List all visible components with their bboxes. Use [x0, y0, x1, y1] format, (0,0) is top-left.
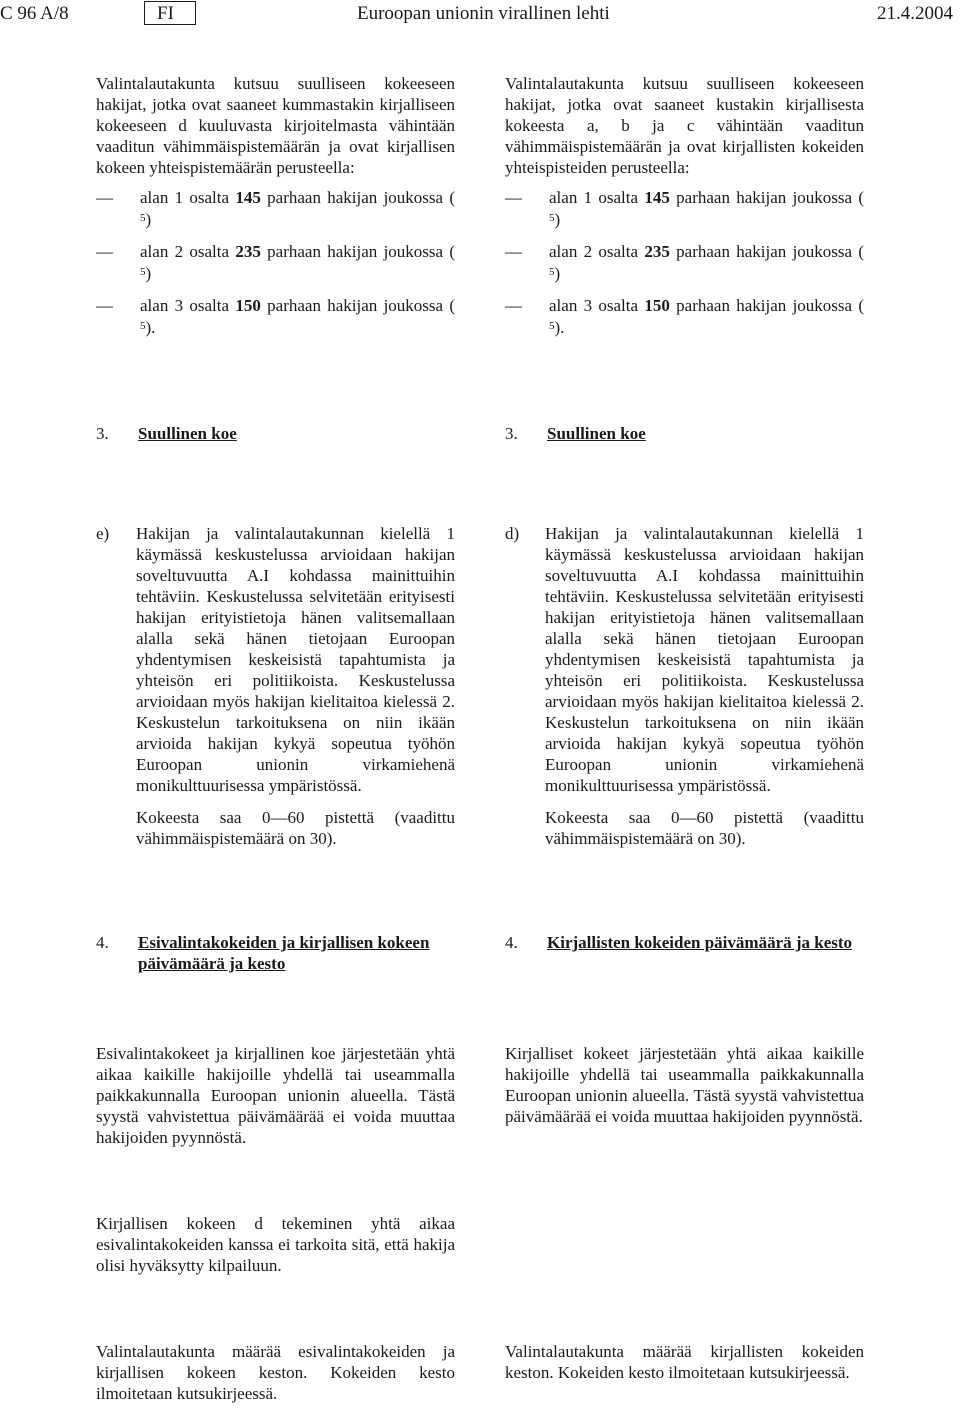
dash-marker: —: [505, 188, 522, 207]
item-d-points: Kokeesta saa 0—60 pistettä (vaadittu vähimmäispistemäärä on 30).: [545, 808, 864, 848]
section-title: Suullinen koe: [138, 424, 237, 443]
left-intro-block: [96, 73, 455, 178]
page-header: [0, 0, 960, 30]
item-letter: d): [505, 524, 520, 543]
left-section-heading-3: [96, 423, 455, 445]
dash-marker: —: [96, 242, 113, 261]
item-e-points: Kokeesta saa 0—60 pistettä (vaadittu vähimmäispistemäärä on 30).: [136, 808, 455, 848]
journal-reference: C 96 A/8: [0, 3, 69, 24]
right-item-d: [505, 523, 864, 848]
left-list-item: — alan 2 osalta 235 parhaan hakijan joukossa ( $^5$): [96, 242, 456, 283]
left-paragraph-1: Esivalintakokeet ja kirjallinen koe järjestetään yhtä aikaa kaikille hakijoille yhdellä tai useammalla paikkakunnalla Euroopan unionin alueella. Tästä syystä vahvistettua päivämäärää ei voida muuttaa hakijoiden pyynnöstä.: [96, 1044, 455, 1147]
right-dash-list: [505, 187, 864, 338]
dash-marker: —: [505, 296, 522, 315]
section-title: Suullinen koe: [547, 424, 646, 443]
left-list-item: — alan 3 osalta 150 parhaan hakijan joukossa ( $^5$).: [96, 296, 456, 337]
section-number: 3.: [96, 424, 109, 443]
left-paragraph-2: Kirjallisen kokeen d tekeminen yhtä aikaa esivalintakokeiden kanssa ei tarkoita sitä, että hakija olisi hyväksytty kilpailuun.: [96, 1214, 455, 1275]
right-list-item: — alan 1 osalta 145 parhaan hakijan joukossa ( $^5$): [505, 188, 865, 229]
left-list-item: — alan 1 osalta 145 parhaan hakijan joukossa ( $^5$): [96, 188, 456, 229]
left-dash-list: [96, 187, 455, 338]
section-title: Kirjallisten kokeiden päivämäärä ja kesto: [547, 933, 853, 952]
left-intro-paragraph: Valintalautakunta kutsuu suulliseen kokeeseen hakijat, jotka ovat saaneet kummastakin kirjalliseen kokeeseen d kuuluvasta kirjoitelmasta vähintään vaaditun vähimmäispistemäärän ja ovat kirjallisen kokeen yhteispistemäärän perusteella:: [96, 74, 455, 177]
left-section-heading-4: [96, 932, 455, 976]
journal-title: Euroopan unionin virallinen lehti: [357, 3, 610, 24]
dash-marker: —: [96, 296, 113, 315]
item-letter: e): [96, 524, 110, 543]
dash-marker: —: [96, 188, 113, 207]
right-intro-paragraph: Valintalautakunta kutsuu suulliseen kokeeseen hakijat, jotka ovat saaneet kustakin kirjallisesta kokeesta a, b ja c vähintään vaaditun vähimmäispistemäärän ja ovat kirjallisten kokeiden yhteispisteiden perusteella:: [505, 74, 864, 177]
section-number: 4.: [96, 933, 109, 952]
left-item-e: [96, 523, 455, 848]
section-number: 3.: [505, 424, 518, 443]
right-list-item: — alan 3 osalta 150 parhaan hakijan joukossa ( $^5$).: [505, 296, 865, 337]
language-code: FI: [157, 3, 174, 24]
right-paragraph-3: Valintalautakunta määrää kirjallisten kokeiden keston. Kokeiden kesto ilmoitetaan kutsukirjeessä.: [505, 1342, 864, 1382]
right-intro-block: [505, 73, 864, 178]
publication-date: 21.4.2004: [877, 3, 953, 24]
right-section-heading-3: [505, 423, 864, 445]
right-section-heading-4: [505, 932, 864, 976]
right-list-item: — alan 2 osalta 235 parhaan hakijan joukossa ( $^5$): [505, 242, 865, 283]
item-e-text: Hakijan ja valintalautakunnan kielellä 1 käymässä keskustelussa arvioidaan hakijan soveltuvuutta A.I kohdassa mainittuihin tehtäviin. Keskustelussa selvitetään erityisesti hakijan erityistietoja hänen valitsemallaan alalla sekä hänen tietojaan Euroopan yhdentymisen keskeisistä tapahtumista ja yhteisön eri politiikoista. Keskustelussa arvioidaan myös hakijan kielitaitoa kielessä 2. Keskustelun tarkoituksena on niin ikään arvioida hakijan kykyä sopeutua työhön Euroopan unionin virkamiehenä monikulttuurisessa ympäristössä.: [136, 524, 455, 795]
dash-marker: —: [505, 242, 522, 261]
section-title: Esivalintakokeiden ja kirjallisen kokeen päivämäärä ja kesto: [138, 933, 430, 973]
section-number: 4.: [505, 933, 518, 952]
left-paragraph-3: Valintalautakunta määrää esivalintakokeiden ja kirjallisen kokeen keston. Kokeiden kesto ilmoitetaan kutsukirjeessä.: [96, 1342, 455, 1403]
right-paragraph-1: Kirjalliset kokeet järjestetään yhtä aikaa kaikille hakijoille yhdellä tai useammalla paikkakunnalla Euroopan unionin alueella. Tästä syystä vahvistettua päivämäärää ei voida muuttaa hakijoiden pyynnöstä.: [505, 1044, 864, 1126]
item-d-text: Hakijan ja valintalautakunnan kielellä 1 käymässä keskustelussa arvioidaan hakijan soveltuvuutta A.I kohdassa mainittuihin tehtäviin. Keskustelussa selvitetään erityisesti hakijan erityistietoja hänen valitsemallaan alalla sekä hänen tietojaan Euroopan yhdentymisen keskeisistä tapahtumista ja yhteisön eri politiikoista. Keskustelussa arvioidaan myös hakijan kielitaitoa kielessä 2. Keskustelun tarkoituksena on niin ikään arvioida hakijan kykyä sopeutua työhön Euroopan unionin virkamiehenä monikulttuurisessa ympäristössä.: [545, 524, 864, 795]
